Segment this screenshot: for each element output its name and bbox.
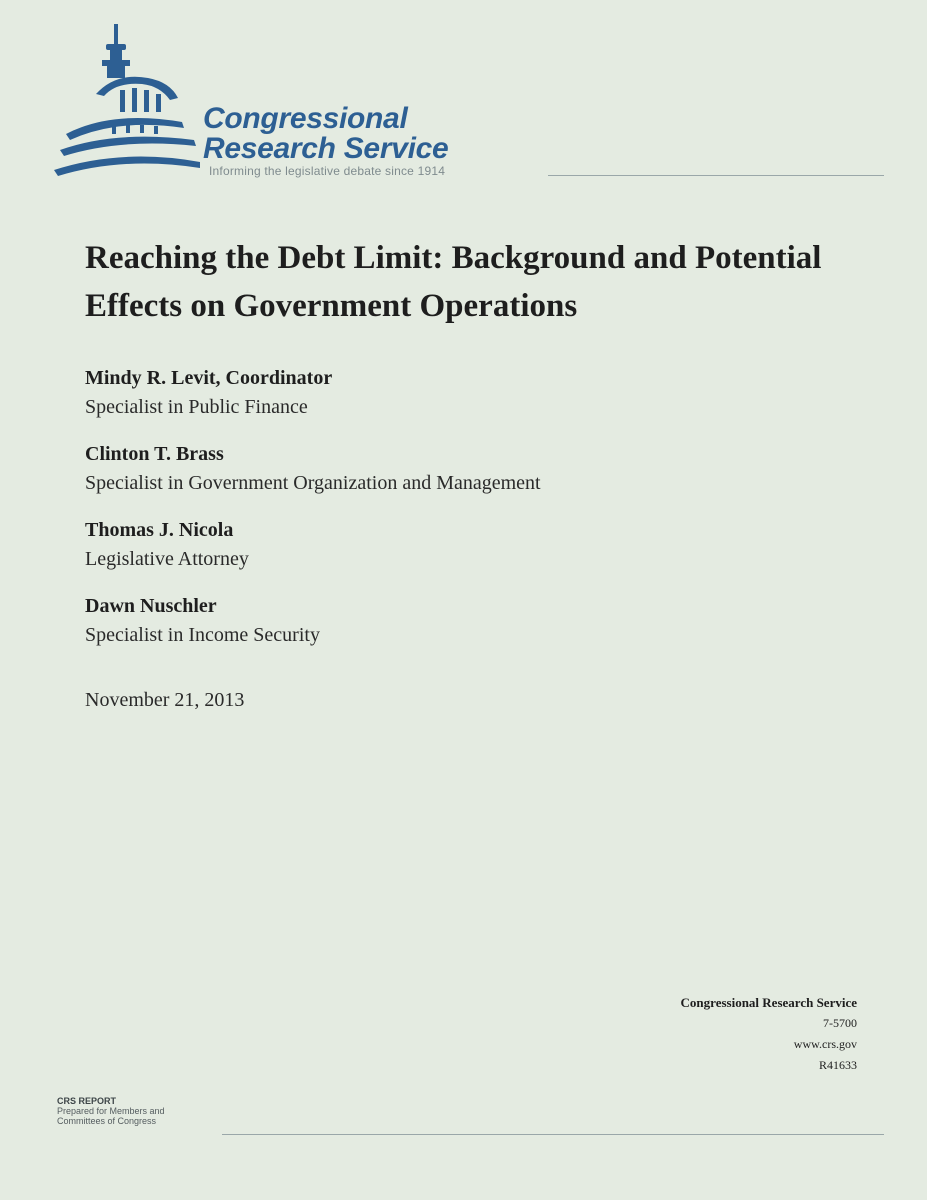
crs-report-id: R41633 — [818, 1058, 857, 1072]
capitol-dome-icon — [52, 22, 202, 182]
crs-info-block — [681, 992, 857, 1076]
report-label-line1: Prepared for Members and — [57, 1106, 165, 1116]
report-title: Reaching the Debt Limit: Background and Potential Effects on Government Operations — [85, 240, 822, 324]
logo-name-line1: Congressional — [203, 102, 408, 135]
logo-tagline: Informing the legislative debate since 1914 — [209, 164, 446, 178]
logo-name-line2: Research Service — [203, 132, 449, 165]
author-role: Specialist in Income Security — [85, 624, 320, 646]
author-list — [85, 364, 785, 668]
crs-org-name: Congressional Research Service — [680, 995, 857, 1010]
crs-report-label — [57, 1096, 165, 1126]
author-name: Thomas J. Nicola — [85, 519, 234, 541]
author-entry — [85, 592, 785, 650]
author-entry — [85, 516, 785, 574]
report-date: November 21, 2013 — [85, 689, 245, 711]
logo-name — [203, 104, 448, 164]
author-name: Mindy R. Levit, Coordinator — [85, 367, 333, 389]
author-name: Clinton T. Brass — [85, 443, 224, 465]
author-role: Legislative Attorney — [85, 548, 249, 570]
crs-website: www.crs.gov — [793, 1037, 857, 1051]
crs-number: 7-5700 — [823, 1016, 857, 1030]
author-name: Dawn Nuschler — [85, 595, 217, 617]
author-role: Specialist in Public Finance — [85, 396, 308, 418]
author-entry — [85, 440, 785, 498]
author-entry — [85, 364, 785, 422]
author-role: Specialist in Government Organization and Management — [85, 472, 541, 494]
tagline-divider — [548, 175, 884, 176]
report-label-line2: Committees of Congress — [57, 1116, 157, 1126]
bottom-divider — [222, 1134, 884, 1135]
report-label-title: CRS REPORT — [57, 1096, 117, 1106]
